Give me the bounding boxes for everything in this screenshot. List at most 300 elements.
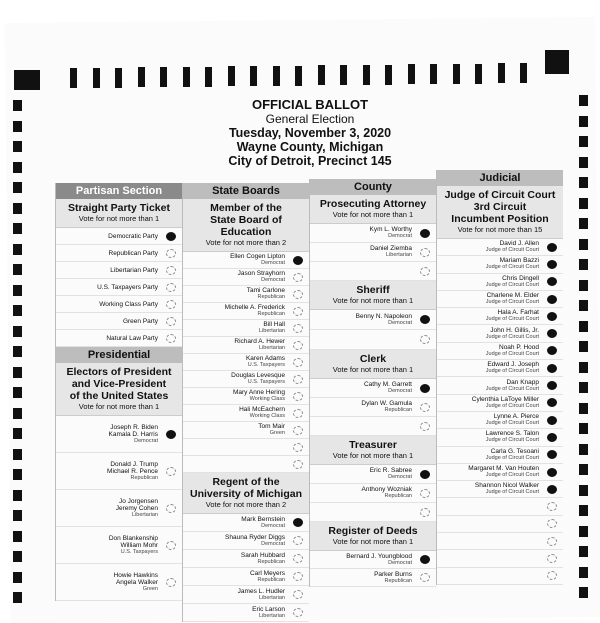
- write-in-row[interactable]: [310, 503, 436, 522]
- timing-mark: [228, 66, 235, 86]
- empty-oval-icon[interactable]: [420, 248, 430, 257]
- column-county: [309, 179, 436, 587]
- vote-instruction: Vote for not more than 1: [78, 214, 160, 223]
- timing-mark: [13, 387, 22, 398]
- candidate-row[interactable]: [183, 604, 309, 622]
- candidate-name: Republican Party: [108, 249, 158, 257]
- running-mate-name: Angela Walker: [115, 578, 158, 586]
- vote-instruction: Vote for not more than 15: [457, 225, 543, 234]
- contest-title: of the United States: [69, 390, 169, 402]
- candidate-row[interactable]: [437, 291, 563, 308]
- filled-oval-icon[interactable]: [420, 315, 430, 324]
- timing-mark: [579, 300, 588, 311]
- candidate-row[interactable]: [437, 412, 563, 429]
- candidate-row[interactable]: [56, 313, 182, 330]
- empty-oval-icon[interactable]: [166, 266, 176, 275]
- candidate-name: Lawrence S. Talon: [485, 430, 539, 438]
- timing-mark: [273, 66, 280, 86]
- timing-mark: [160, 67, 167, 87]
- empty-oval-icon[interactable]: [293, 290, 303, 299]
- timing-mark: [13, 408, 22, 419]
- candidate-name: Howie Hawkins: [113, 571, 158, 579]
- candidate-row[interactable]: [183, 252, 309, 269]
- filled-oval-icon[interactable]: [420, 470, 430, 479]
- candidate-name: Margaret M. Van Houten: [468, 465, 539, 472]
- empty-oval-icon[interactable]: [293, 273, 303, 282]
- candidate-row[interactable]: [437, 325, 563, 342]
- candidate-party: Judge of Circuit Court: [485, 281, 539, 288]
- candidate-row[interactable]: [310, 310, 436, 330]
- candidate-name: Working Class Party: [99, 300, 158, 308]
- candidate-row[interactable]: [183, 422, 309, 439]
- timing-mark: [13, 346, 22, 357]
- empty-oval-icon[interactable]: [547, 554, 557, 563]
- filled-oval-icon[interactable]: [547, 416, 557, 425]
- empty-oval-icon[interactable]: [166, 300, 176, 309]
- candidate-text: [370, 245, 412, 259]
- timing-mark: [579, 341, 588, 352]
- candidate-name: Hala A. Farhat: [497, 309, 539, 317]
- candidate-name: Richard A. Hewer: [234, 338, 285, 345]
- running-mate-name: Kamala D. Harris: [108, 430, 158, 438]
- column-judicial: [436, 170, 563, 585]
- candidate-name: Cathy M. Garrett: [363, 381, 412, 388]
- filled-oval-icon[interactable]: [547, 295, 557, 304]
- write-in-row[interactable]: [437, 498, 563, 515]
- candidate-row[interactable]: [183, 405, 309, 422]
- timing-mark: [408, 64, 415, 84]
- candidate-row[interactable]: [56, 416, 182, 453]
- filled-oval-icon[interactable]: [166, 430, 176, 439]
- timing-mark: [13, 367, 22, 378]
- candidate-party: U.S. Taxpayers: [247, 362, 285, 368]
- candidate-party: Libertarian: [259, 328, 285, 334]
- timing-mark: [579, 505, 588, 516]
- write-in-row[interactable]: [437, 568, 563, 585]
- candidate-party: Republican: [384, 493, 412, 499]
- filled-oval-icon[interactable]: [420, 384, 430, 393]
- filled-oval-icon[interactable]: [293, 518, 303, 527]
- candidate-text: [486, 361, 539, 375]
- timing-mark: [579, 526, 588, 537]
- candidate-text: [108, 233, 158, 240]
- filled-oval-icon[interactable]: [547, 450, 557, 459]
- contest-title: Member of the: [210, 202, 282, 214]
- empty-oval-icon[interactable]: [293, 460, 303, 469]
- timing-mark: [579, 464, 588, 475]
- candidate-row[interactable]: [183, 269, 309, 286]
- contest-header: [310, 350, 436, 379]
- timing-mark: [318, 65, 325, 85]
- candidate-text: [252, 606, 285, 620]
- empty-oval-icon[interactable]: [420, 403, 430, 412]
- candidate-row[interactable]: [183, 337, 309, 354]
- candidate-text: [374, 571, 412, 585]
- candidate-row[interactable]: [437, 395, 563, 412]
- candidate-name: Michelle A. Frederick: [224, 304, 285, 311]
- vote-instruction: Vote for not more than 1: [78, 402, 160, 411]
- candidate-row[interactable]: [437, 447, 563, 464]
- filled-oval-icon[interactable]: [547, 260, 557, 269]
- contest-header: [310, 281, 436, 310]
- contest-header: [310, 522, 436, 551]
- candidate-text: [106, 335, 158, 342]
- filled-oval-icon[interactable]: [547, 312, 557, 321]
- candidate-text: [238, 588, 285, 602]
- candidate-text: [233, 389, 285, 403]
- empty-oval-icon[interactable]: [166, 334, 176, 343]
- candidate-party: Working Class: [249, 396, 285, 402]
- vote-instruction: Vote for not more than 2: [205, 500, 287, 509]
- contest-header: [437, 186, 563, 239]
- empty-oval-icon[interactable]: [293, 324, 303, 333]
- county-name: Wayne County, Michigan: [236, 140, 384, 154]
- candidate-text: [364, 381, 412, 395]
- candidate-party: Judge of Circuit Court: [485, 437, 539, 444]
- write-in-row[interactable]: [437, 533, 563, 550]
- candidate-party: Judge of Circuit Court: [485, 350, 539, 357]
- empty-oval-icon[interactable]: [420, 422, 430, 431]
- candidate-name: Noah P. Hood: [499, 343, 539, 351]
- candidate-name: Bill Hall: [263, 321, 285, 328]
- candidate-party: Libertarian: [259, 345, 285, 351]
- timing-mark: [205, 67, 212, 87]
- empty-oval-icon[interactable]: [293, 392, 303, 401]
- candidate-text: [362, 486, 412, 500]
- candidate-party: Republican: [130, 474, 158, 481]
- candidate-party: Judge of Circuit Court: [485, 454, 539, 461]
- timing-mark: [13, 244, 22, 255]
- candidate-text: [486, 327, 539, 341]
- running-mate-name: William Mohr: [120, 541, 158, 549]
- candidate-name: Ellen Cogen Lipton: [230, 253, 285, 260]
- candidate-row[interactable]: [437, 308, 563, 325]
- election-name: General Election: [265, 112, 355, 126]
- candidate-row[interactable]: [437, 343, 563, 360]
- timing-mark: [14, 70, 40, 90]
- write-in-row[interactable]: [183, 456, 309, 473]
- empty-oval-icon[interactable]: [420, 489, 430, 498]
- candidate-name: Bernard J. Youngblood: [346, 552, 412, 560]
- election-date: Tuesday, November 3, 2020: [228, 126, 392, 140]
- section-header: Partisan Section: [56, 183, 182, 199]
- write-in-row[interactable]: [310, 417, 436, 436]
- candidate-name: Libertarian Party: [110, 266, 158, 274]
- timing-mark: [13, 305, 22, 316]
- candidate-party: Working Class: [249, 413, 285, 419]
- candidate-text: [110, 267, 158, 274]
- candidate-text: [123, 318, 158, 325]
- filled-oval-icon[interactable]: [420, 555, 430, 564]
- candidate-name: Don Blankenship: [108, 534, 158, 542]
- candidate-party: Democrat: [388, 233, 412, 239]
- timing-mark: [579, 259, 588, 270]
- write-in-row[interactable]: [437, 516, 563, 533]
- write-in-row[interactable]: [310, 262, 436, 281]
- filled-oval-icon[interactable]: [547, 364, 557, 373]
- candidate-row[interactable]: [56, 564, 182, 601]
- empty-oval-icon[interactable]: [293, 358, 303, 367]
- filled-oval-icon[interactable]: [420, 229, 430, 238]
- candidate-row[interactable]: [183, 320, 309, 337]
- candidate-text: [472, 396, 539, 410]
- candidate-row[interactable]: [310, 484, 436, 503]
- candidate-name: Parker Burns: [374, 570, 412, 578]
- timing-mark: [13, 551, 22, 562]
- empty-oval-icon[interactable]: [420, 508, 430, 517]
- candidate-party: Judge of Circuit Court: [485, 247, 539, 254]
- candidate-row[interactable]: [183, 514, 309, 532]
- candidate-row[interactable]: [437, 256, 563, 273]
- empty-oval-icon[interactable]: [293, 590, 303, 599]
- empty-oval-icon[interactable]: [293, 409, 303, 418]
- timing-mark: [385, 65, 392, 85]
- candidate-row[interactable]: [437, 429, 563, 446]
- contest-title: University of Michigan: [189, 488, 303, 500]
- write-in-row[interactable]: [437, 550, 563, 567]
- candidate-row[interactable]: [183, 286, 309, 303]
- candidate-text: [361, 400, 412, 414]
- candidate-name: Mariam Bazzi: [499, 257, 539, 265]
- candidate-row[interactable]: [437, 239, 563, 256]
- timing-mark: [13, 592, 22, 603]
- timing-mark: [579, 239, 588, 250]
- write-in-row[interactable]: [310, 330, 436, 350]
- timing-mark: [579, 587, 588, 598]
- candidate-party: Democrat: [261, 522, 285, 529]
- timing-mark: [579, 95, 588, 106]
- candidate-name: Tami Carlone: [246, 287, 285, 294]
- candidate-row[interactable]: [183, 550, 309, 568]
- candidate-row[interactable]: [437, 274, 563, 291]
- contest-title: Treasurer: [349, 439, 397, 451]
- timing-mark: [579, 403, 588, 414]
- candidate-text: [246, 355, 285, 369]
- vote-instruction: Vote for not more than 1: [332, 210, 414, 219]
- candidate-text: [258, 423, 285, 437]
- candidate-text: [250, 570, 285, 584]
- candidate-row[interactable]: [310, 379, 436, 398]
- contest-header: [183, 199, 309, 252]
- timing-mark: [13, 428, 22, 439]
- candidate-text: [109, 535, 158, 556]
- candidate-party: Democrat: [261, 277, 285, 283]
- empty-oval-icon[interactable]: [166, 283, 176, 292]
- empty-oval-icon[interactable]: [547, 502, 557, 511]
- section-header: State Boards: [183, 183, 309, 199]
- timing-mark: [13, 572, 22, 583]
- contest-header: [310, 436, 436, 465]
- empty-oval-icon[interactable]: [293, 426, 303, 435]
- filled-oval-icon[interactable]: [166, 232, 176, 241]
- candidate-name: Carla G. Tesoani: [490, 447, 539, 455]
- candidate-text: [486, 257, 539, 271]
- candidate-party: U.S. Taxpayers: [247, 379, 285, 385]
- timing-mark: [13, 510, 22, 521]
- candidate-text: [369, 226, 412, 240]
- empty-oval-icon[interactable]: [420, 335, 430, 344]
- candidate-text: [486, 344, 539, 358]
- filled-oval-icon[interactable]: [547, 468, 557, 477]
- candidate-row[interactable]: [183, 354, 309, 371]
- candidate-row[interactable]: [183, 568, 309, 586]
- candidate-name: Hali McEachern: [239, 406, 285, 413]
- candidate-row[interactable]: [56, 279, 182, 296]
- filled-oval-icon[interactable]: [547, 277, 557, 286]
- candidate-text: [370, 467, 412, 481]
- candidate-row[interactable]: [183, 586, 309, 604]
- candidate-row[interactable]: [56, 245, 182, 262]
- vote-instruction: Vote for not more than 1: [332, 537, 414, 546]
- candidate-party: Republican: [257, 311, 285, 317]
- column-partisan: [55, 183, 182, 601]
- empty-oval-icon[interactable]: [547, 519, 557, 528]
- candidate-text: [99, 301, 158, 308]
- empty-oval-icon[interactable]: [420, 573, 430, 582]
- candidate-row[interactable]: [56, 330, 182, 347]
- vote-instruction: Vote for not more than 1: [332, 296, 414, 305]
- candidate-name: Eric Larson: [252, 605, 285, 613]
- candidate-row[interactable]: [310, 398, 436, 417]
- candidate-party: Judge of Circuit Court: [485, 299, 539, 306]
- candidate-row[interactable]: [310, 465, 436, 484]
- candidate-party: Libertarian: [386, 252, 412, 258]
- filled-oval-icon[interactable]: [547, 433, 557, 442]
- candidate-text: [486, 379, 539, 393]
- candidate-party: Republican: [384, 577, 412, 584]
- candidate-party: Democrat: [261, 260, 285, 266]
- empty-oval-icon[interactable]: [547, 571, 557, 580]
- empty-oval-icon[interactable]: [547, 537, 557, 546]
- candidate-row[interactable]: [310, 224, 436, 243]
- filled-oval-icon[interactable]: [547, 243, 557, 252]
- candidate-name: Jo Jorgensen: [118, 497, 158, 505]
- running-mate-name: Michael R. Pence: [107, 467, 158, 475]
- candidate-text: [239, 406, 285, 420]
- candidate-row[interactable]: [183, 303, 309, 320]
- empty-oval-icon[interactable]: [293, 341, 303, 350]
- filled-oval-icon[interactable]: [547, 381, 557, 390]
- candidate-text: [486, 240, 539, 254]
- candidate-row[interactable]: [183, 371, 309, 388]
- candidate-row[interactable]: [183, 388, 309, 405]
- timing-mark: [115, 68, 122, 88]
- candidate-row[interactable]: [56, 490, 182, 527]
- candidate-row[interactable]: [56, 296, 182, 313]
- timing-mark: [579, 362, 588, 373]
- candidate-party: Republican: [384, 407, 412, 413]
- empty-oval-icon[interactable]: [166, 541, 176, 550]
- candidate-name: Lynne A. Pierce: [493, 413, 539, 421]
- candidate-name: Carl Meyers: [249, 569, 285, 577]
- contest-title: Sheriff: [356, 284, 390, 296]
- candidate-name: Joseph R. Biden: [110, 423, 158, 431]
- filled-oval-icon[interactable]: [547, 485, 557, 494]
- empty-oval-icon[interactable]: [166, 467, 176, 476]
- candidate-party: Judge of Circuit Court: [485, 368, 539, 375]
- write-in-row[interactable]: [183, 439, 309, 456]
- candidate-name: Kym L. Worthy: [369, 226, 412, 233]
- timing-mark: [13, 449, 22, 460]
- filled-oval-icon[interactable]: [547, 346, 557, 355]
- contest-title: Judge of Circuit Court: [444, 189, 556, 201]
- empty-oval-icon[interactable]: [166, 249, 176, 258]
- candidate-text: [114, 572, 158, 593]
- empty-oval-icon[interactable]: [166, 317, 176, 326]
- candidate-text: [241, 516, 285, 530]
- candidate-row[interactable]: [56, 453, 182, 490]
- empty-oval-icon[interactable]: [293, 443, 303, 452]
- timing-mark: [453, 64, 460, 84]
- candidate-row[interactable]: [437, 464, 563, 481]
- candidate-name: David J. Allen: [499, 240, 539, 248]
- candidate-row[interactable]: [56, 262, 182, 279]
- timing-mark: [250, 66, 257, 86]
- candidate-row[interactable]: [310, 243, 436, 262]
- timing-mark: [93, 68, 100, 88]
- candidate-party: Judge of Circuit Court: [485, 264, 539, 271]
- candidate-party: Libertarian: [259, 594, 285, 601]
- empty-oval-icon[interactable]: [293, 375, 303, 384]
- contest-title: Straight Party Ticket: [68, 202, 170, 214]
- empty-oval-icon[interactable]: [293, 307, 303, 316]
- timing-mark: [579, 280, 588, 291]
- candidate-text: [225, 534, 285, 548]
- candidate-row[interactable]: [310, 551, 436, 569]
- timing-mark: [363, 65, 370, 85]
- filled-oval-icon[interactable]: [547, 398, 557, 407]
- candidate-row[interactable]: [183, 532, 309, 550]
- empty-oval-icon[interactable]: [420, 267, 430, 276]
- candidate-row[interactable]: [56, 228, 182, 245]
- timing-mark: [520, 63, 527, 83]
- candidate-row[interactable]: [437, 481, 563, 498]
- timing-mark: [13, 469, 22, 480]
- candidate-text: [486, 292, 539, 306]
- candidate-party: Democrat: [134, 437, 158, 444]
- candidate-text: [109, 250, 159, 257]
- filled-oval-icon[interactable]: [293, 256, 303, 265]
- contest-title: Register of Deeds: [328, 525, 418, 537]
- candidate-text: [225, 304, 285, 318]
- candidate-text: [231, 372, 285, 386]
- candidate-text: [475, 482, 539, 496]
- timing-mark: [13, 162, 22, 173]
- contest-header: [310, 195, 436, 224]
- empty-oval-icon[interactable]: [293, 536, 303, 545]
- candidate-row[interactable]: [437, 360, 563, 377]
- empty-oval-icon[interactable]: [293, 608, 303, 617]
- candidate-row[interactable]: [56, 527, 182, 564]
- timing-mark: [13, 326, 22, 337]
- empty-oval-icon[interactable]: [166, 504, 176, 513]
- section-header: County: [310, 179, 436, 195]
- timing-mark: [579, 546, 588, 557]
- candidate-row[interactable]: [437, 377, 563, 394]
- candidate-party: Republican: [257, 558, 285, 565]
- candidate-name: Mark Bernstein: [241, 515, 285, 523]
- candidate-row[interactable]: [310, 569, 436, 587]
- timing-mark: [579, 382, 588, 393]
- contest-title: and Vice-President: [71, 378, 167, 390]
- candidate-party: Libertarian: [259, 612, 285, 619]
- candidate-text: [486, 448, 539, 462]
- filled-oval-icon[interactable]: [547, 329, 557, 338]
- vote-instruction: Vote for not more than 1: [332, 451, 414, 460]
- empty-oval-icon[interactable]: [166, 578, 176, 587]
- empty-oval-icon[interactable]: [293, 554, 303, 563]
- empty-oval-icon[interactable]: [293, 572, 303, 581]
